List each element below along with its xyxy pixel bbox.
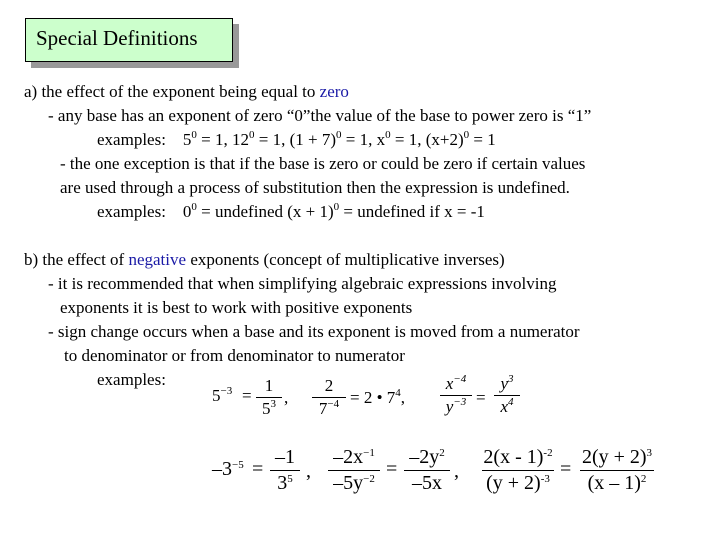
fraction-bar <box>256 397 282 398</box>
eq2-rhs: = 2 • $7^4$, <box>350 387 406 407</box>
denominator: –5x <box>412 472 442 494</box>
fraction-bar <box>580 470 654 471</box>
numerator: 1 <box>264 376 274 395</box>
heading-keyword: negative <box>128 250 187 269</box>
ex-text: = undefined (x + 1) <box>196 202 334 221</box>
eq1-equals: = <box>242 386 252 405</box>
ex-text: = 1, (1 + 7) <box>254 130 337 149</box>
eq5-equals: = <box>386 458 398 480</box>
denominator: $7^{-4}$ <box>318 398 340 418</box>
ex-exp: 0 <box>191 201 197 213</box>
fraction-bar <box>328 470 380 471</box>
numerator: $-2y^2$ <box>409 446 445 468</box>
denominator: $3^5$ <box>277 472 293 494</box>
examples-label: examples: <box>97 130 166 149</box>
heading-text: a) the effect of the exponent being equal to <box>24 82 320 101</box>
ex-text: 5 <box>182 130 192 149</box>
eq2-fraction <box>312 376 346 419</box>
numerator: $2(y + 2)^3$ <box>581 446 653 468</box>
denominator: $y^{-3}$ <box>445 396 467 416</box>
eq3-fraction-right <box>494 374 520 417</box>
fraction-bar <box>494 395 520 396</box>
numerator: $-2x^{-1}$ <box>333 446 375 468</box>
page-title: Special Definitions <box>36 26 198 50</box>
eq4-lhs: $-3^{-5}$ <box>212 458 244 480</box>
ex-exp: 0 <box>336 129 342 141</box>
section-a-examples-1 <box>97 130 496 150</box>
section-a-heading <box>24 82 349 102</box>
section-b-heading <box>24 250 505 270</box>
denominator: (x – 1)$^2$ <box>587 472 647 494</box>
eq6-fraction-left <box>482 446 554 495</box>
numerator: $y^3$ <box>500 373 514 393</box>
eq4-equals: = <box>252 458 264 480</box>
heading-text: exponents (concept of multiplicative inverses) <box>186 250 505 269</box>
fraction-bar <box>404 470 450 471</box>
eq3-fraction-left <box>440 374 472 417</box>
eq5-fraction-left <box>328 446 380 495</box>
ex-text: = 1 <box>469 130 496 149</box>
eq5-fraction-right <box>404 446 450 495</box>
eq4-comma: , <box>306 460 311 482</box>
eq1-lhs: $5^{-3}$ <box>212 385 233 405</box>
section-b-line-3: - sign change occurs when a base and its exponent is moved from a numerator <box>48 322 580 341</box>
eq6-equals: = <box>560 458 572 480</box>
denominator: $-5y^{-2}$ <box>333 472 375 494</box>
title-box <box>25 18 233 62</box>
section-a-line-3: are used through a process of substitution then the expression is undefined. <box>60 178 570 197</box>
ex-text: = 1, 12 <box>196 130 250 149</box>
denominator: $(y + 2)^{-3}$ <box>486 472 550 494</box>
ex-text: = 1, (x+2) <box>390 130 464 149</box>
ex-exp: 0 <box>249 129 255 141</box>
examples-label: examples: <box>97 202 166 221</box>
ex-exp: 0 <box>463 129 470 141</box>
numerator: 2(x - 1)$^{-2}$ <box>483 446 553 468</box>
section-a-line-1: - any base has an exponent of zero “0”the value of the base to power zero is “1” <box>48 106 592 125</box>
numerator: 2 <box>324 376 334 395</box>
eq3-equals: = <box>476 388 486 407</box>
denominator: $5^3$ <box>262 398 276 418</box>
section-b-examples-label: examples: <box>97 370 166 389</box>
numerator: –1 <box>275 446 295 468</box>
ex-exp: 0 <box>333 201 340 213</box>
eq5-comma: , <box>454 460 459 482</box>
eq4-fraction <box>270 446 300 495</box>
eq1-fraction <box>256 376 282 419</box>
denominator: $x^4$ <box>500 396 514 416</box>
eq6-fraction-right <box>580 446 654 495</box>
section-a-examples-2 <box>97 202 485 222</box>
ex-exp: 0 <box>385 129 391 141</box>
fraction-bar <box>270 470 300 471</box>
numerator: $x^{-4}$ <box>445 373 467 393</box>
ex-text: 0 <box>182 202 192 221</box>
ex-exp: 0 <box>191 129 197 141</box>
section-a-line-2: - the one exception is that if the base is zero or could be zero if certain values <box>60 154 586 173</box>
heading-text: b) the effect of <box>24 250 129 269</box>
ex-text: = 1, x <box>341 130 386 149</box>
section-b-line-1: - it is recommended that when simplifying algebraic expressions involving <box>48 274 557 293</box>
eq1-comma: , <box>284 388 289 407</box>
section-b-line-2: exponents it is best to work with positive exponents <box>60 298 413 317</box>
ex-text: = undefined if x = -1 <box>339 202 485 221</box>
section-b-line-4: to denominator or from denominator to numerator <box>64 346 405 365</box>
heading-keyword: zero <box>319 82 349 101</box>
fraction-bar <box>482 470 554 471</box>
